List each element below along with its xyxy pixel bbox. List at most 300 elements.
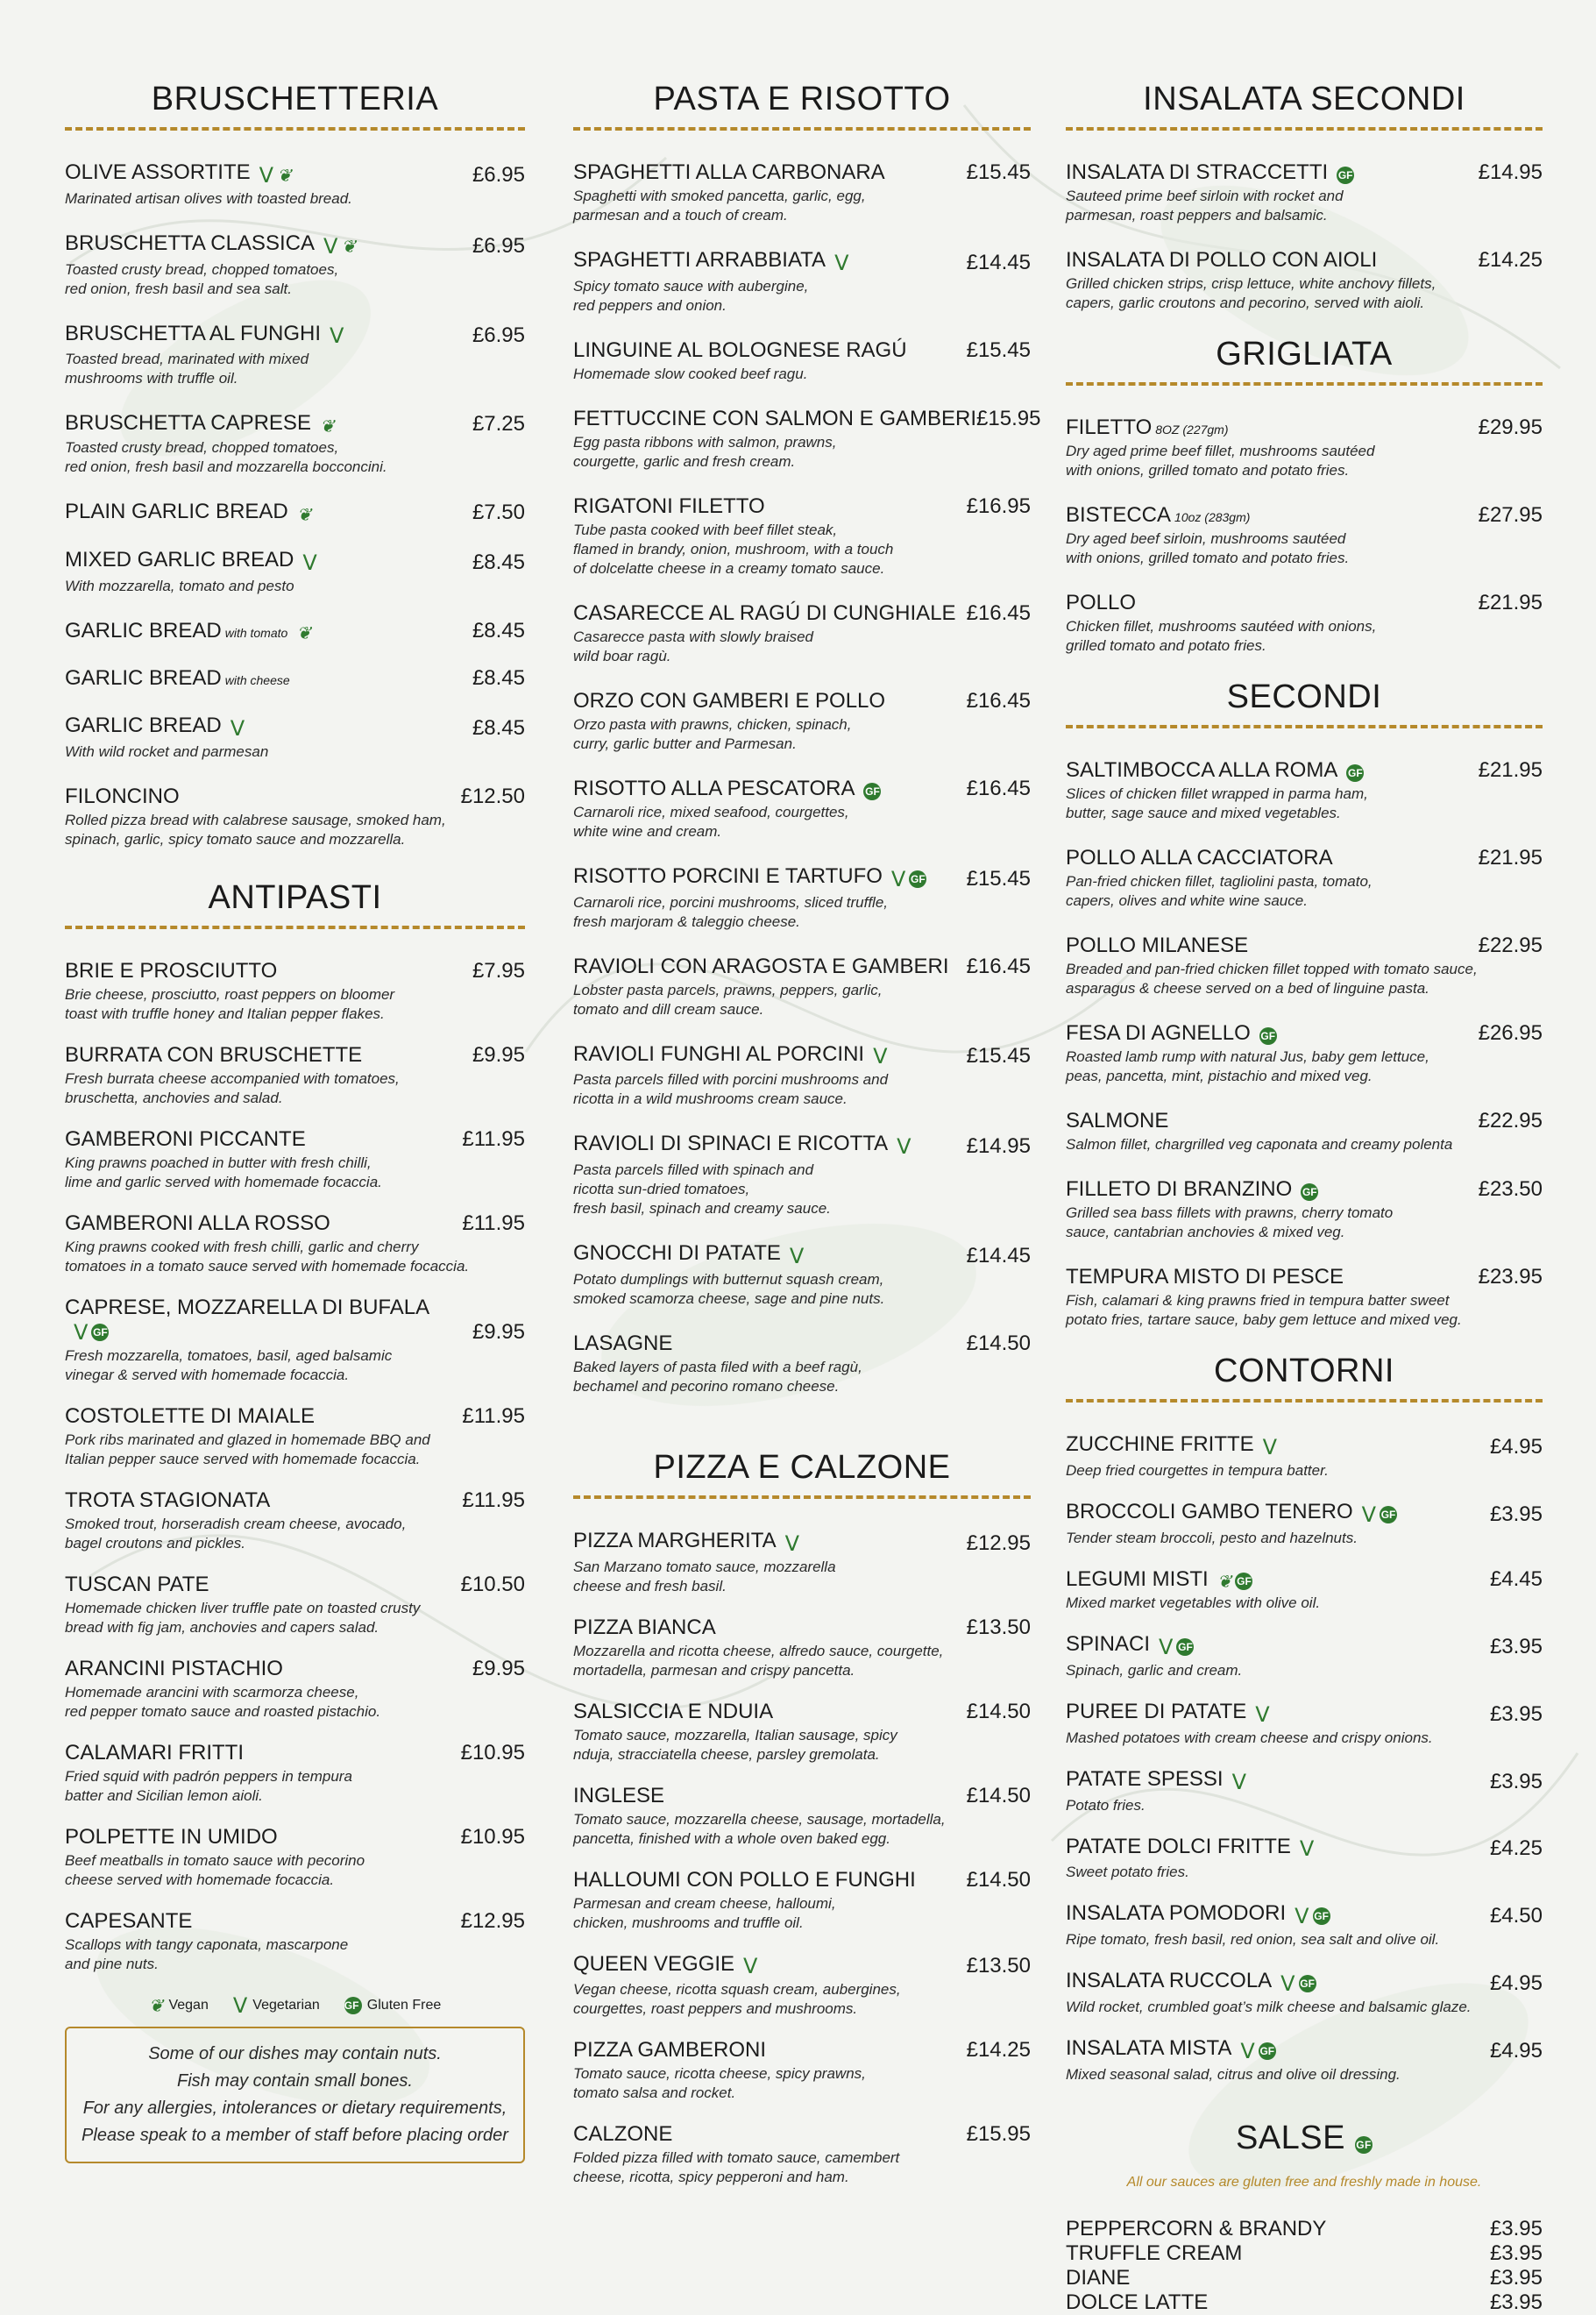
menu-item-title: [65, 1404, 315, 1429]
menu-item-title: [1066, 1177, 1318, 1202]
menu-item-description: Salmon fillet, chargrilled veg caponata and creamy polenta: [1066, 1136, 1453, 1153]
vegan-icon: ❦: [1217, 1571, 1232, 1593]
vegetarian-icon: V: [834, 250, 849, 275]
menu-item-name: LASAGNE: [573, 1331, 673, 1355]
menu-item-header: [65, 619, 525, 644]
menu-item-name: SALMONE: [1066, 1109, 1169, 1133]
menu-item-name: FILETTO: [1066, 415, 1153, 439]
menu-item-note: with cheese: [224, 673, 290, 688]
menu-item: [65, 959, 525, 1024]
column-right: [1066, 81, 1543, 2315]
menu-item-name: SPAGHETTI ARRABBIATA: [573, 248, 826, 272]
menu-item-name: GNOCCHI DI PATATE: [573, 1241, 781, 1266]
section-title: GRIGLIATA: [1066, 336, 1543, 386]
gluten-free-icon: GF: [1355, 2136, 1373, 2154]
menu-item-title: [573, 338, 907, 363]
sauce-name: PEPPERCORN & BRANDY: [1066, 2216, 1327, 2240]
menu-item-price: £23.50: [1478, 1177, 1543, 1201]
menu-item-price: £15.45: [966, 1044, 1031, 1069]
vegetarian-icon: V: [1295, 1904, 1309, 1929]
vegan-icon: ❦: [296, 622, 312, 644]
menu-item-name: GARLIC BREAD: [65, 618, 222, 643]
menu-item-title: [1066, 1969, 1316, 1996]
menu-item-price: £9.95: [472, 1657, 525, 1681]
menu-item-price: £3.95: [1489, 1502, 1543, 1526]
menu-item-name: POLLO ALLA CACCIATORA: [1066, 846, 1333, 870]
menu-item: [65, 1573, 525, 1637]
menu-item-price: £11.95: [462, 1127, 525, 1152]
menu-item-price: £10.95: [460, 1741, 525, 1765]
menu-item-name: PATATE SPESSI: [1066, 1766, 1224, 1791]
menu-item-description: Homemade chicken liver truffle pate on toasted crusty bread with fig jam, anchovies and capers salad.: [65, 1600, 421, 1637]
vegetarian-icon: V: [1159, 1635, 1174, 1660]
menu-item: [1066, 934, 1543, 998]
menu-item: [65, 714, 525, 762]
menu-item-price: £6.95: [472, 323, 525, 348]
menu-item-title: [65, 1573, 209, 1597]
menu-item-price: £11.95: [462, 1404, 525, 1429]
menu-item-header: [573, 1331, 1031, 1356]
menu-item: [573, 1529, 1031, 1596]
menu-item-name: INSALATA MISTA: [1066, 2035, 1232, 2060]
menu-item-description: With wild rocket and parmesan: [65, 743, 269, 761]
menu-item-price: £10.50: [460, 1573, 525, 1597]
menu-item: [1066, 1432, 1543, 1481]
menu-item-title: [65, 1909, 192, 1934]
menu-item-description: Casarecce pasta with slowly braised wild boar ragù.: [573, 628, 814, 664]
gluten-free-icon: GF: [91, 1324, 109, 1341]
menu-item-price: £14.50: [966, 1783, 1031, 1807]
menu-item-price: £27.95: [1478, 503, 1543, 527]
menu-item-description: Toasted crusty bread, chopped tomatoes, red onion, fresh basil and mozzarella bocconcini.: [65, 439, 387, 476]
menu-item: [65, 548, 525, 596]
menu-item-name: PLAIN GARLIC BREAD: [65, 500, 288, 524]
menu-item-name: PATATE DOLCI FRITTE: [1066, 1834, 1291, 1858]
menu-item-header: [1066, 1835, 1543, 1862]
item-list: [1066, 1432, 1543, 2084]
menu-item-title: [1066, 846, 1333, 870]
menu-item: [65, 322, 525, 389]
menu-item-price: £21.95: [1478, 758, 1543, 782]
menu-item-description: Marinated artisan olives with toasted bread.: [65, 189, 352, 207]
menu-item-description: Mixed market vegetables with olive oil.: [1066, 1594, 1321, 1612]
diet-tags: [297, 504, 312, 525]
menu-item-name: RISOTTO PORCINI E TARTUFO: [573, 863, 883, 888]
menu-item-description: Mixed seasonal salad, citrus and olive oil dressing.: [1066, 2065, 1401, 2083]
item-list: [65, 959, 525, 1974]
gluten-free-icon: GF: [863, 783, 881, 800]
menu-item: [65, 500, 525, 525]
menu-item-name: POLLO: [1066, 591, 1137, 614]
menu-item-title: [1066, 503, 1250, 528]
menu-item-description: Brie cheese, prosciutto, roast peppers on bloomer toast with truffle honey and Italian pepper flakes.: [65, 986, 395, 1023]
menu-item: [573, 160, 1031, 225]
menu-item-name: PIZZA BIANCA: [573, 1615, 716, 1639]
menu-item-name: LINGUINE AL BOLOGNESE RAGÚ: [573, 337, 907, 362]
diet-tags: [259, 163, 292, 188]
menu-item-header: [573, 1529, 1031, 1556]
menu-item-name: GARLIC BREAD: [65, 666, 222, 691]
menu-item-name: CALZONE: [573, 2122, 673, 2147]
menu-item: [573, 1241, 1031, 1309]
menu-item-header: [65, 1488, 525, 1513]
vegetarian-icon: V: [789, 1243, 805, 1268]
menu-item-title: [573, 955, 949, 979]
menu-item-title: [65, 1741, 244, 1765]
menu-item-price: £3.95: [1489, 1769, 1543, 1793]
menu-item-description: Beef meatballs in tomato sauce with pecorino cheese served with homemade focaccia.: [65, 1852, 365, 1889]
menu-item-title: [1066, 1432, 1277, 1459]
sauce-item: [1066, 2217, 1543, 2241]
menu-item-description: Roasted lamb rump with natural Jus, baby gem lettuce, peas, pancetta, mint, pistachio and mixed veg.: [1066, 1048, 1429, 1084]
menu-item-name: RAVIOLI CON ARAGOSTA E GAMBERI: [573, 954, 949, 978]
diet-tags: [74, 1320, 109, 1345]
menu-item: [65, 1211, 525, 1276]
menu-item-description: Pork ribs marinated and glazed in homemade BBQ and Italian pepper sauce served with homemade focaccia.: [65, 1431, 430, 1468]
menu-item-header: [1066, 248, 1543, 273]
menu-item-header: [65, 1825, 525, 1850]
menu-item-name: BRIE E PROSCIUTTO: [65, 959, 278, 984]
menu-item-price: £14.95: [966, 1134, 1031, 1159]
menu-item-header: [65, 500, 525, 525]
menu-item-description: Smoked trout, horseradish cream cheese, avocado, bagel croutons and pickles.: [65, 1516, 407, 1552]
menu-item: [1066, 1177, 1543, 1242]
menu-item-title: [573, 248, 848, 275]
menu-item-description: Scallops with tangy caponata, mascarpone and pine nuts.: [65, 1936, 349, 1973]
sauce-price: £3.95: [1489, 2290, 1543, 2314]
vegan-icon: ❦: [319, 415, 335, 437]
menu-item-title: [1066, 160, 1354, 185]
allergy-notice: [65, 2027, 525, 2163]
menu-item-header: [1066, 415, 1543, 440]
diet-tags: [1259, 1027, 1277, 1045]
menu-item-description: King prawns poached in butter with fresh chilli, lime and garlic served with homemade focaccia.: [65, 1154, 382, 1191]
menu-item-name: SPINACI: [1066, 1632, 1151, 1657]
diet-tags: [891, 867, 926, 891]
sauce-name: DOLCE LATTE: [1066, 2290, 1209, 2314]
menu-item-price: £29.95: [1478, 415, 1543, 439]
menu-item: [573, 2122, 1031, 2187]
menu-item-name: POLLO MILANESE: [1066, 934, 1249, 957]
menu-item-header: [65, 411, 525, 437]
legend-gluten-free: Gluten Free: [366, 1998, 442, 2013]
vegetarian-icon: V: [784, 1530, 799, 1556]
diet-legend: [65, 1993, 525, 2018]
menu-item-description: Slices of chicken fillet wrapped in parma ham, butter, sage sauce and mixed vegetables.: [1066, 785, 1368, 821]
menu-item-title: [573, 494, 765, 519]
menu-item-title: [573, 689, 885, 714]
menu-item-title: [1066, 1835, 1314, 1862]
menu-item-title: [1066, 415, 1229, 440]
menu-item-title: [65, 1043, 362, 1068]
diet-tags: [1263, 1435, 1277, 1459]
menu-item-name: POLPETTE IN UMIDO: [65, 1825, 278, 1850]
menu-item-header: [1066, 1500, 1543, 1527]
vegetarian-icon: V: [302, 550, 317, 575]
section-title: INSALATA SECONDI: [1066, 81, 1543, 131]
menu-item-description: Orzo pasta with prawns, chicken, spinach, curry, garlic butter and Parmesan.: [573, 715, 852, 752]
vegetarian-icon: V: [1361, 1502, 1377, 1527]
menu-item-price: £15.95: [976, 406, 1041, 430]
menu-item-price: £14.50: [966, 1331, 1031, 1355]
menu-item-header: [1066, 934, 1543, 958]
menu-item-name: FILLETO DI BRANZINO: [1066, 1177, 1293, 1201]
gluten-free-icon: GF: [1346, 764, 1364, 782]
gluten-free-icon: GF: [909, 870, 926, 888]
menu-item-price: £3.95: [1489, 1701, 1543, 1726]
menu-item-title: [1066, 758, 1364, 783]
menu-item-header: [65, 1211, 525, 1236]
menu-item-price: £16.95: [966, 494, 1031, 518]
menu-item-header: [573, 601, 1031, 626]
legend-vegetarian: Vegetarian: [252, 1998, 320, 2013]
menu-item-description: Carnaroli rice, mixed seafood, courgettes, white wine and cream.: [573, 803, 849, 840]
menu-item-name: RAVIOLI DI SPINACI E RICOTTA: [573, 1132, 889, 1156]
diet-tags: [1301, 1183, 1318, 1201]
menu-item-header: [1066, 1567, 1543, 1593]
menu-item-header: [1066, 1265, 1543, 1289]
menu-item-price: £11.95: [462, 1488, 525, 1513]
menu-item-price: £14.50: [966, 1699, 1031, 1723]
menu-item: [65, 666, 525, 691]
menu-item-name: BISTECCA: [1066, 503, 1172, 527]
gluten-free-icon: GF: [1176, 1638, 1194, 1656]
menu-item-title: [65, 1657, 283, 1681]
diet-tags: [1217, 1571, 1253, 1592]
menu-item-title: [65, 500, 312, 525]
menu-item-description: Deep fried courgettes in tempura batter.: [1066, 1461, 1329, 1479]
menu-item: [65, 1741, 525, 1806]
menu-item-description: Tomato sauce, mozzarella cheese, sausage, mortadella, pancetta, finished with a whole oven baked egg.: [573, 1810, 946, 1847]
menu-item-title: [65, 411, 335, 437]
menu-item-header: [1066, 1901, 1543, 1928]
vegetarian-icon: V: [1299, 1836, 1315, 1862]
menu-item-title: [65, 959, 277, 984]
column-middle: [573, 81, 1041, 2206]
menu-item-description: Spaghetti with smoked pancetta, garlic, egg, parmesan and a touch of cream.: [573, 188, 866, 224]
menu-item-name: GARLIC BREAD: [65, 714, 222, 738]
diet-tags: [1346, 764, 1364, 782]
menu-item-header: [573, 2038, 1031, 2063]
diet-tags: [1337, 167, 1354, 184]
diet-tags: [1159, 1635, 1194, 1659]
diet-tags: [323, 234, 356, 259]
gluten-free-icon: GF: [344, 1997, 362, 2014]
menu-item-description: Dry aged beef sirloin, mushrooms sautéed with onions, grilled tomato and potato fries.: [1066, 530, 1350, 566]
menu-item-description: Vegan cheese, ricotta squash cream, aubergines, courgettes, roast peppers and mushrooms.: [573, 1981, 901, 2018]
menu-item-header: [1066, 1109, 1543, 1133]
menu-item-description: Chicken fillet, mushrooms sautéed with onions, grilled tomato and potato fries.: [1066, 618, 1377, 654]
menu-item-header: [573, 777, 1031, 801]
menu-item-description: Mozzarella and ricotta cheese, alfredo sauce, courgette, mortadella, parmesan and crispy pancetta.: [573, 1642, 944, 1679]
menu-item-price: £22.95: [1478, 934, 1543, 957]
menu-item-header: [573, 494, 1031, 519]
menu-item-header: [65, 785, 525, 809]
menu-item: [65, 1296, 525, 1385]
menu-item-title: [573, 2122, 672, 2147]
menu-item-title: [65, 666, 290, 691]
menu-item-title: [65, 231, 356, 259]
menu-item-price: £12.50: [460, 785, 525, 809]
menu-item: [1066, 591, 1543, 656]
menu-item-header: [573, 1868, 1031, 1892]
menu-item-header: [573, 338, 1031, 363]
menu-item-name: HALLOUMI CON POLLO E FUNGHI: [573, 1867, 916, 1892]
menu-item-header: [573, 1241, 1031, 1268]
menu-item-header: [1066, 591, 1543, 615]
menu-item-description: Wild rocket, crumbled goat’s milk cheese and balsamic glaze.: [1066, 1998, 1472, 2015]
menu-item-price: £15.45: [966, 337, 1031, 362]
menu-item-title: [573, 1241, 804, 1268]
vegan-icon: ❦: [296, 503, 312, 525]
menu-item-title: [573, 1331, 672, 1356]
diet-tags: [1300, 1836, 1314, 1861]
legend-vegan: Vegan: [168, 1998, 209, 2013]
menu-item-title: [1066, 1265, 1344, 1289]
allergy-line: Some of our dishes may contain nuts.: [148, 2044, 442, 2064]
menu-item-header: [573, 1616, 1031, 1640]
menu-item-price: £16.45: [966, 688, 1031, 713]
menu-item-price: £13.50: [966, 1615, 1031, 1639]
menu-item: [573, 1042, 1031, 1110]
menu-item-note: with tomato: [224, 625, 288, 640]
menu-item-price: £12.95: [460, 1909, 525, 1934]
diet-tags: [790, 1244, 804, 1268]
menu-item-header: [1066, 846, 1543, 870]
sauce-price: £3.95: [1489, 2240, 1543, 2265]
sauce-item: [1066, 2290, 1543, 2315]
menu-item-header: [573, 1952, 1031, 1979]
menu-item-title: [65, 619, 311, 644]
menu-item-price: £8.45: [472, 716, 525, 741]
menu-item-title: [573, 160, 885, 185]
menu-item-description: Mashed potatoes with cream cheese and crispy onions.: [1066, 1729, 1433, 1746]
vegetarian-icon: V: [1231, 1769, 1247, 1794]
menu-item-description: Grilled sea bass fillets with prawns, cherry tomato sauce, cantabrian anchovies & mixed veg.: [1066, 1204, 1394, 1240]
section-title: BRUSCHETTERIA: [65, 81, 525, 131]
menu-item-name: RAVIOLI FUNGHI AL PORCINI: [573, 1041, 865, 1066]
sauce-item: [1066, 2266, 1543, 2290]
menu-item-price: £12.95: [966, 1530, 1031, 1555]
menu-item-header: [1066, 758, 1543, 783]
menu-item-description: Spinach, garlic and cream.: [1066, 1662, 1243, 1679]
menu-item-name: TEMPURA MISTO DI PESCE: [1066, 1265, 1344, 1289]
diet-tags: [1232, 1770, 1246, 1794]
item-list: [1066, 415, 1543, 656]
gluten-free-icon: GF: [1259, 2042, 1276, 2060]
section-pizza: [573, 1449, 1031, 2188]
menu-item-header: [1066, 1432, 1543, 1459]
menu-item-title: [1066, 2036, 1276, 2063]
menu-item-price: £4.95: [1489, 1971, 1543, 1995]
sauce-item: [1066, 2241, 1543, 2266]
menu-item: [65, 160, 525, 209]
menu-item-price: £6.95: [472, 233, 525, 258]
menu-item-description: Fresh burrata cheese accompanied with tomatoes, bruschetta, anchovies and salad.: [65, 1070, 400, 1107]
menu-item-title: [65, 548, 317, 575]
menu-item-header: [573, 1042, 1031, 1069]
menu-item-description: Pasta parcels filled with spinach and ricotta sun-dried tomatoes, fresh basil, spinach and creamy sauce.: [573, 1161, 831, 1218]
menu-item-title: [573, 1042, 887, 1069]
menu-item-name: SALTIMBOCCA ALLA ROMA: [1066, 758, 1338, 782]
menu-item-header: [573, 406, 1041, 431]
menu-item: [65, 1488, 525, 1553]
vegetarian-icon: V: [230, 716, 245, 742]
item-list: [573, 160, 1041, 1396]
menu-item-name: BRUSCHETTA CLASSICA: [65, 231, 315, 255]
menu-item: [573, 864, 1031, 932]
diet-tags: [834, 251, 848, 275]
menu-item-title: [65, 1825, 278, 1850]
menu-item-price: £7.25: [472, 412, 525, 437]
menu-item-name: CAPESANTE: [65, 1909, 193, 1934]
menu-item-header: [573, 864, 1031, 891]
menu-item-description: Pasta parcels filled with porcini mushrooms and ricotta in a wild mushrooms cream sauce.: [573, 1071, 889, 1108]
vegetarian-icon: V: [890, 866, 906, 891]
menu-item-description: Homemade slow cooked beef ragu.: [573, 365, 808, 382]
menu-item-name: ORZO CON GAMBERI E POLLO: [573, 688, 886, 713]
vegan-icon: ❦: [277, 164, 292, 186]
menu-item-price: £26.95: [1478, 1021, 1543, 1045]
menu-item: [573, 1784, 1031, 1849]
gluten-free-icon: GF: [1337, 167, 1354, 184]
menu-item-price: £22.95: [1478, 1109, 1543, 1133]
item-list: [1066, 758, 1543, 1330]
menu-item: [65, 231, 525, 299]
menu-item-name: FETTUCCINE CON SALMON E GAMBERI: [573, 406, 977, 430]
menu-item-header: [65, 666, 525, 691]
menu-item-description: Ripe tomato, fresh basil, red onion, sea salt and olive oil.: [1066, 1931, 1440, 1949]
menu-item-description: Homemade arancini with scarmorza cheese, red pepper tomato sauce and roasted pistachio.: [65, 1684, 381, 1721]
menu-item-name: FESA DI AGNELLO: [1066, 1021, 1251, 1045]
sauce-price: £3.95: [1489, 2216, 1543, 2240]
section-insalata: [1066, 81, 1543, 313]
menu-item-title: [1066, 248, 1377, 273]
menu-item-header: [1066, 1177, 1543, 1202]
diet-tags: [785, 1531, 799, 1556]
menu-item-price: £8.45: [472, 619, 525, 643]
menu-item-name: TROTA STAGIONATA: [65, 1488, 271, 1513]
vegetarian-icon: V: [74, 1320, 89, 1346]
diet-tags: [330, 323, 344, 348]
menu-item-price: £14.45: [966, 250, 1031, 274]
menu-item-price: £11.95: [462, 1211, 525, 1236]
diet-tags: [1240, 2039, 1275, 2063]
menu-item-title: [1066, 1109, 1168, 1133]
gluten-free-icon: GF: [1313, 1907, 1330, 1925]
section-secondi: [1066, 678, 1543, 1330]
menu-item-price: £16.45: [966, 600, 1031, 625]
menu-item: [1066, 248, 1543, 313]
menu-item-header: [573, 248, 1031, 275]
menu-item-name: RISOTTO ALLA PESCATORA: [573, 776, 855, 800]
gluten-free-icon: GF: [1380, 1506, 1397, 1523]
menu-item-header: [65, 1296, 525, 1345]
menu-item-description: With mozzarella, tomato and pesto: [65, 577, 294, 594]
menu-item-description: Lobster pasta parcels, prawns, peppers, garlic, tomato and dill cream sauce.: [573, 981, 883, 1018]
menu-item-title: [1066, 1767, 1246, 1794]
menu-item: [1066, 1109, 1543, 1154]
menu-item: [573, 2038, 1031, 2103]
menu-item-title: [573, 1616, 716, 1640]
diet-tags: [320, 415, 335, 437]
menu-item-name: SPAGHETTI ALLA CARBONARA: [573, 160, 885, 184]
menu-item-price: £14.50: [966, 1867, 1031, 1892]
menu-item: [573, 601, 1031, 666]
vegan-icon: ❦: [341, 235, 357, 257]
menu-item-price: £21.95: [1478, 846, 1543, 870]
menu-item: [1066, 503, 1543, 568]
